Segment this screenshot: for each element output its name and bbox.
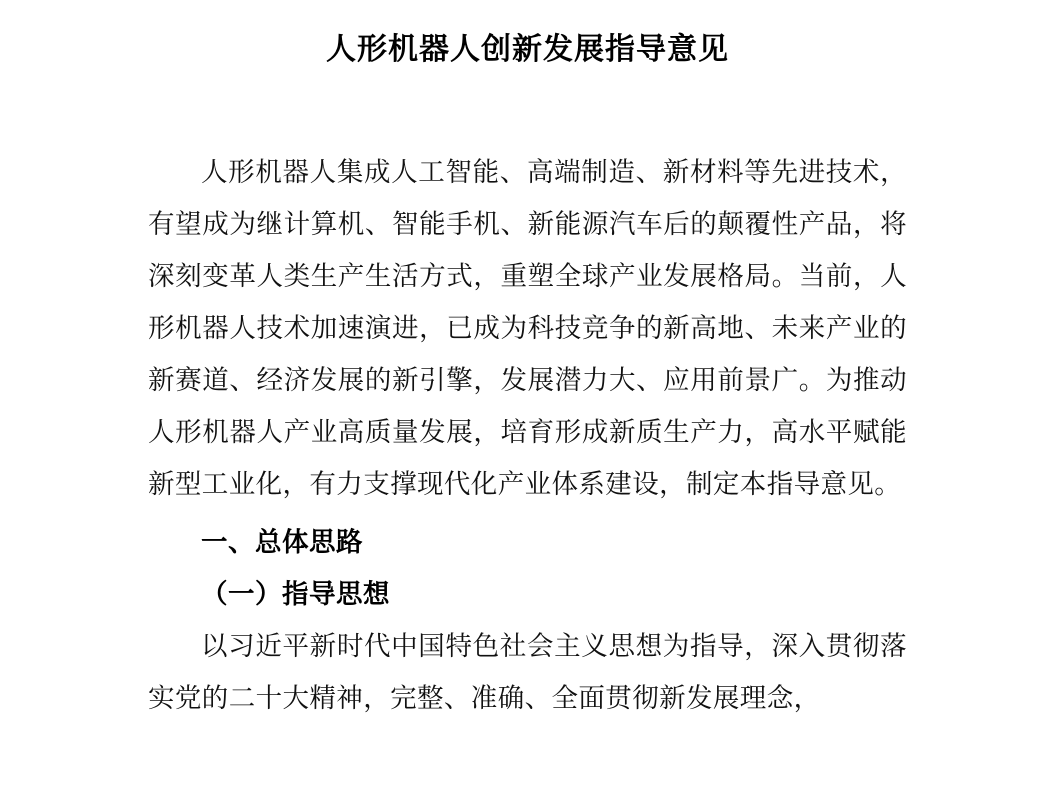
section-heading-overall-approach: 一、总体思路 [201,527,363,558]
intro-paragraph: 人形机器人集成人工智能、高端制造、新材料等先进技术，有望成为继计算机、智能手机、新能源汽车后的颠覆性产品，将深刻变革人类生产生活方式，重塑全球产业发展格局。当前，人形机器人技术加速演进，已成为科技竞争的新高地、未来产业的新赛道、经济发展的新引擎，发展潜力大、应用前景广。为推动人形机器人产业高质量发展，培育形成新质生产力，高水平赋能新型工业化，有力支撑现代化产业体系建设，制定本指导意见。 [148,157,907,500]
document-body [0,147,1055,725]
page-title: 人形机器人创新发展指导意见 [326,32,729,67]
subsection-paragraph-guiding-ideology: 以习近平新时代中国特色社会主义思想为指导，深入贯彻落实党的二十大精神，完整、准确、全面贯彻新发展理念， [148,631,907,714]
subsection-heading-guiding-ideology: （一）指导思想 [201,579,390,610]
